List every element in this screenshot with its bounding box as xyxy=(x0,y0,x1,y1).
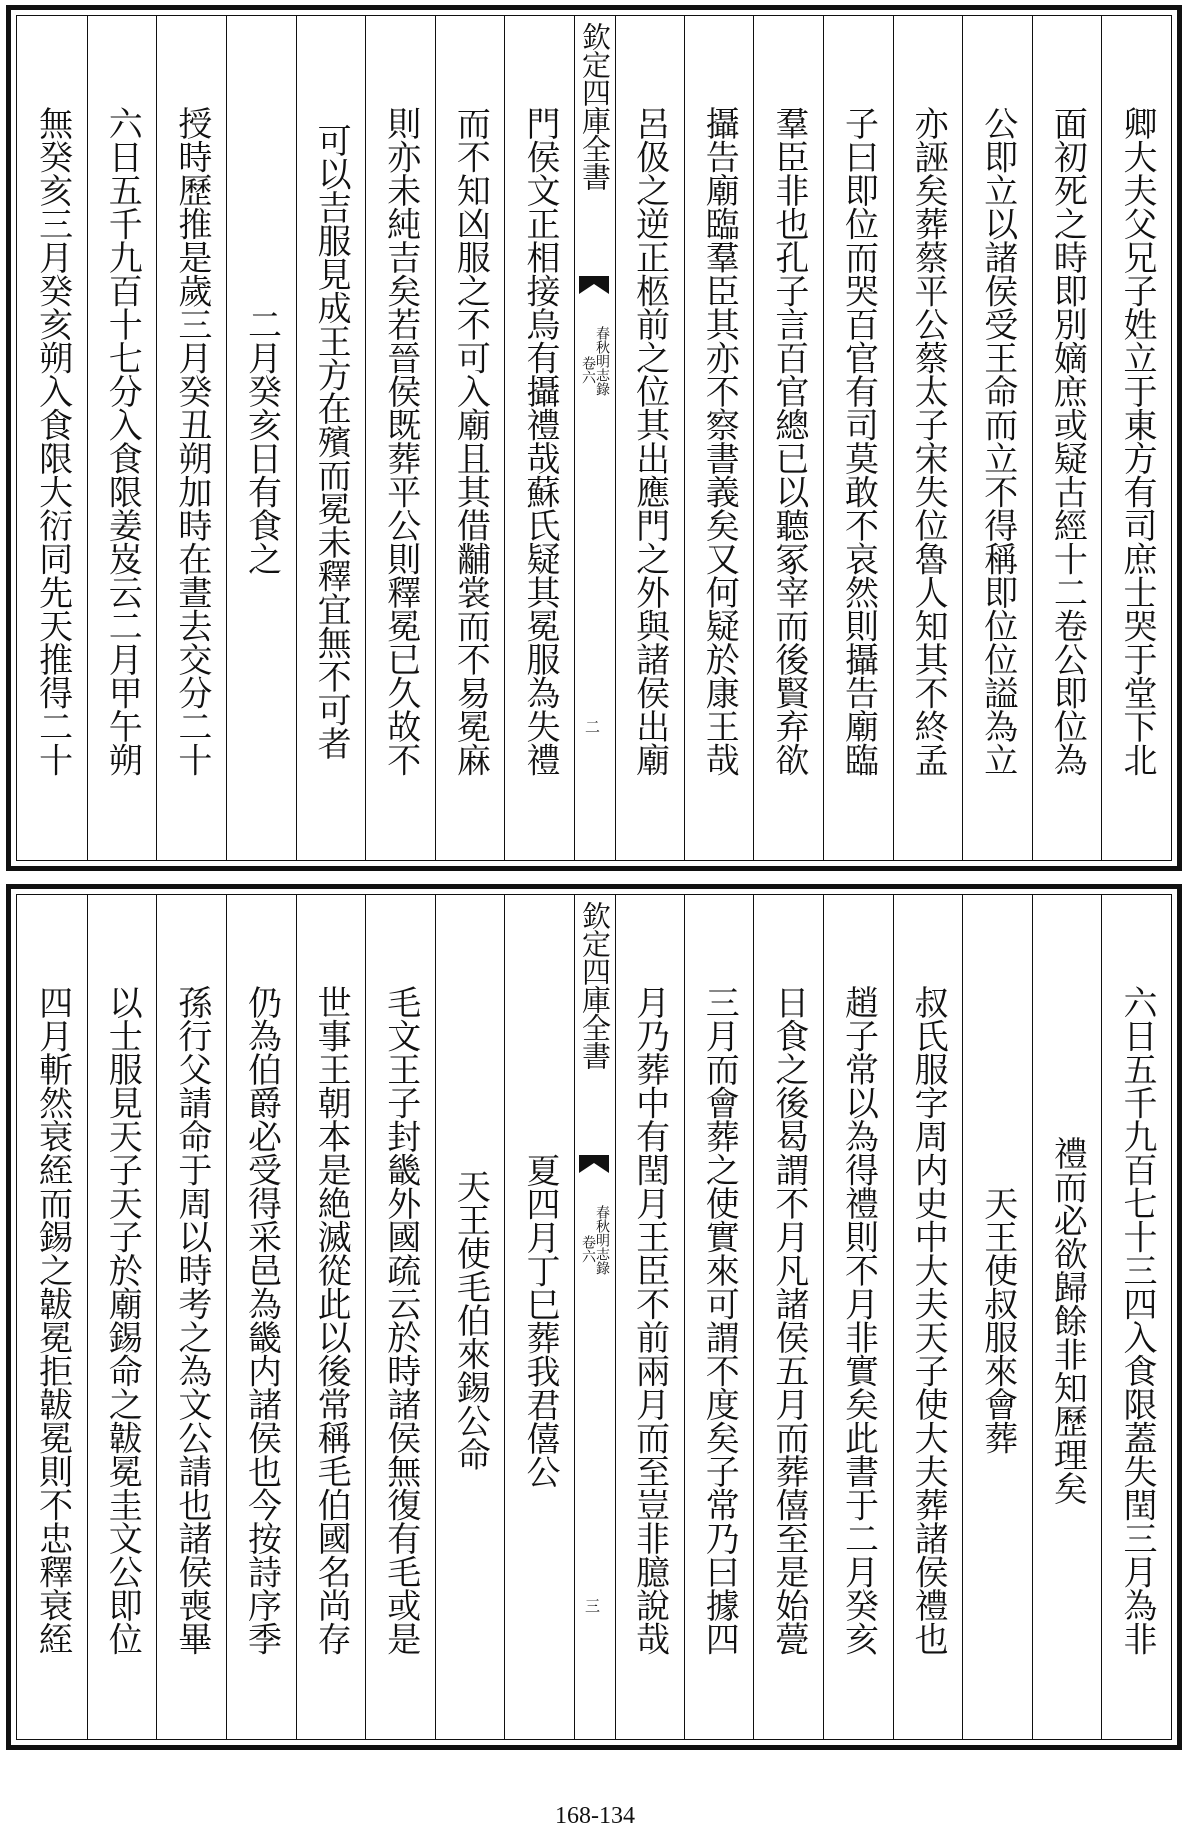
gutter-page-number: 三 xyxy=(585,1597,601,1615)
center-gutter xyxy=(574,895,616,1739)
gutter-book-title: 春秋明志錄 xyxy=(594,326,610,396)
column-text: 夏四月丁巳葬我君僖公 xyxy=(520,1152,560,1488)
column-text: 授時歷推是歲三月癸丑朔加時在晝去交分二十 xyxy=(171,106,212,776)
column-text: 天王使毛伯來錫公命 xyxy=(450,1169,491,1471)
center-gutter xyxy=(574,16,616,860)
text-column xyxy=(17,16,87,860)
text-column xyxy=(1032,895,1102,1739)
column-text: 門侯文正相接烏有攝禮哉蘇氏疑其冕服為失禮 xyxy=(520,106,560,776)
column-text: 趙子常以為得禮則不月非實矣此書于二月癸亥 xyxy=(838,985,879,1655)
text-column xyxy=(1101,16,1171,860)
column-text: 世事王朝本是絶滅從此以後常稱毛伯國名尚存 xyxy=(311,985,352,1655)
gutter-volume: 卷六 xyxy=(580,356,596,384)
column-text: 仍為伯爵必受得采邑為畿内諸侯也今按詩序季 xyxy=(241,985,282,1655)
gutter-book-title: 春秋明志錄 xyxy=(594,1205,610,1275)
column-text: 二月癸亥日有食之 xyxy=(241,307,282,575)
text-column xyxy=(365,895,435,1739)
text-column xyxy=(156,16,226,860)
text-column xyxy=(753,16,823,860)
column-text: 四月斬然衰絰而錫之韍冕拒韍冕則不忠釋衰絰 xyxy=(32,985,73,1655)
gutter-title: 欽定四庫全書 xyxy=(578,901,612,1069)
text-column xyxy=(1101,895,1171,1739)
text-column xyxy=(504,895,574,1739)
text-column xyxy=(823,16,893,860)
column-text: 羣臣非也孔子言百官總已以聽冢宰而後賢弃欲 xyxy=(768,106,809,776)
text-column xyxy=(365,16,435,860)
column-text: 孫行父請命于周以時考之為文公請也諸侯喪畢 xyxy=(171,985,212,1655)
text-column xyxy=(226,895,296,1739)
column-text: 呂伋之逆正柩前之位其出應門之外與諸侯出廟 xyxy=(629,106,670,776)
column-text: 面初死之時即別嫡庶或疑古經十二卷公即位為 xyxy=(1047,106,1088,776)
text-column xyxy=(296,895,366,1739)
column-text: 三月而會葬之使實來可謂不度矣子常乃曰據四 xyxy=(699,985,740,1655)
gutter-subtitle xyxy=(578,1205,612,1325)
text-column xyxy=(684,16,754,860)
gutter-volume: 卷六 xyxy=(580,1235,596,1263)
column-text: 可以吉服見成王方在殯而冕未釋宜無不可者 xyxy=(311,122,352,760)
text-column xyxy=(435,895,505,1739)
column-text: 毛文王子封畿外國疏云於時諸侯無復有毛或是 xyxy=(380,985,421,1655)
fishtail-mark-icon xyxy=(577,274,611,308)
column-text: 而不知凶服之不可入廟且其借黼裳而不易冕麻 xyxy=(450,106,491,776)
column-text: 亦誣矣葬蔡平公蔡太子宋失位魯人知其不終孟 xyxy=(908,106,949,776)
text-frame xyxy=(16,15,1172,861)
text-column xyxy=(614,16,684,860)
text-column xyxy=(962,895,1032,1739)
text-column xyxy=(753,895,823,1739)
text-column xyxy=(823,895,893,1739)
text-column xyxy=(17,895,87,1739)
column-text: 以士服見天子天子於廟錫命之韍冕圭文公即位 xyxy=(102,985,143,1655)
column-text: 則亦未純吉矣若晉侯既葬平公則釋冕已久故不 xyxy=(380,106,421,776)
column-text: 公即立以諸侯受王命而立不得稱即位位謚為立 xyxy=(977,106,1018,776)
page-bottom xyxy=(6,884,1182,1750)
column-text: 日食之後曷謂不月凡諸侯五月而葬僖至是始甍 xyxy=(768,985,809,1655)
column-text: 卿大夫父兄子姓立于東方有司庶士哭于堂下北 xyxy=(1117,106,1157,776)
page-top xyxy=(6,5,1182,871)
gutter-title: 欽定四庫全書 xyxy=(578,22,612,190)
text-column xyxy=(226,16,296,860)
text-column xyxy=(87,895,157,1739)
text-column xyxy=(962,16,1032,860)
column-text: 六日五千九百七十三四入食限蓋失閏三月為非 xyxy=(1117,985,1157,1655)
column-text: 月乃葬中有閏月王臣不前兩月而至豈非臆說哉 xyxy=(629,985,670,1655)
fishtail-mark-icon xyxy=(577,1153,611,1187)
page-code: 168-134 xyxy=(555,1803,635,1829)
gutter-page-number: 二 xyxy=(585,718,601,736)
text-column xyxy=(893,16,963,860)
column-text: 天王使叔服來會葬 xyxy=(977,1186,1018,1454)
column-text: 禮而必欲歸餘非知歷理矣 xyxy=(1047,1135,1088,1505)
text-column xyxy=(87,16,157,860)
column-text: 六日五千九百十七分入食限姜岌云二月甲午朔 xyxy=(102,106,143,776)
text-column xyxy=(435,16,505,860)
gutter-subtitle xyxy=(578,326,612,446)
column-text: 無癸亥三月癸亥朔入食限大衍同先天推得二十 xyxy=(32,106,73,776)
text-column xyxy=(1032,16,1102,860)
column-text: 叔氏服字周内史中大夫天子使大夫葬諸侯禮也 xyxy=(908,985,949,1655)
text-column xyxy=(156,895,226,1739)
text-frame xyxy=(16,894,1172,1740)
column-text: 攝告廟臨羣臣其亦不察書義矣又何疑於康王哉 xyxy=(699,106,740,776)
text-column xyxy=(614,895,684,1739)
text-column xyxy=(684,895,754,1739)
column-text: 子曰即位而哭百官有司莫敢不哀然則攝告廟臨 xyxy=(838,106,879,776)
text-column xyxy=(504,16,574,860)
text-column xyxy=(296,16,366,860)
text-column xyxy=(893,895,963,1739)
